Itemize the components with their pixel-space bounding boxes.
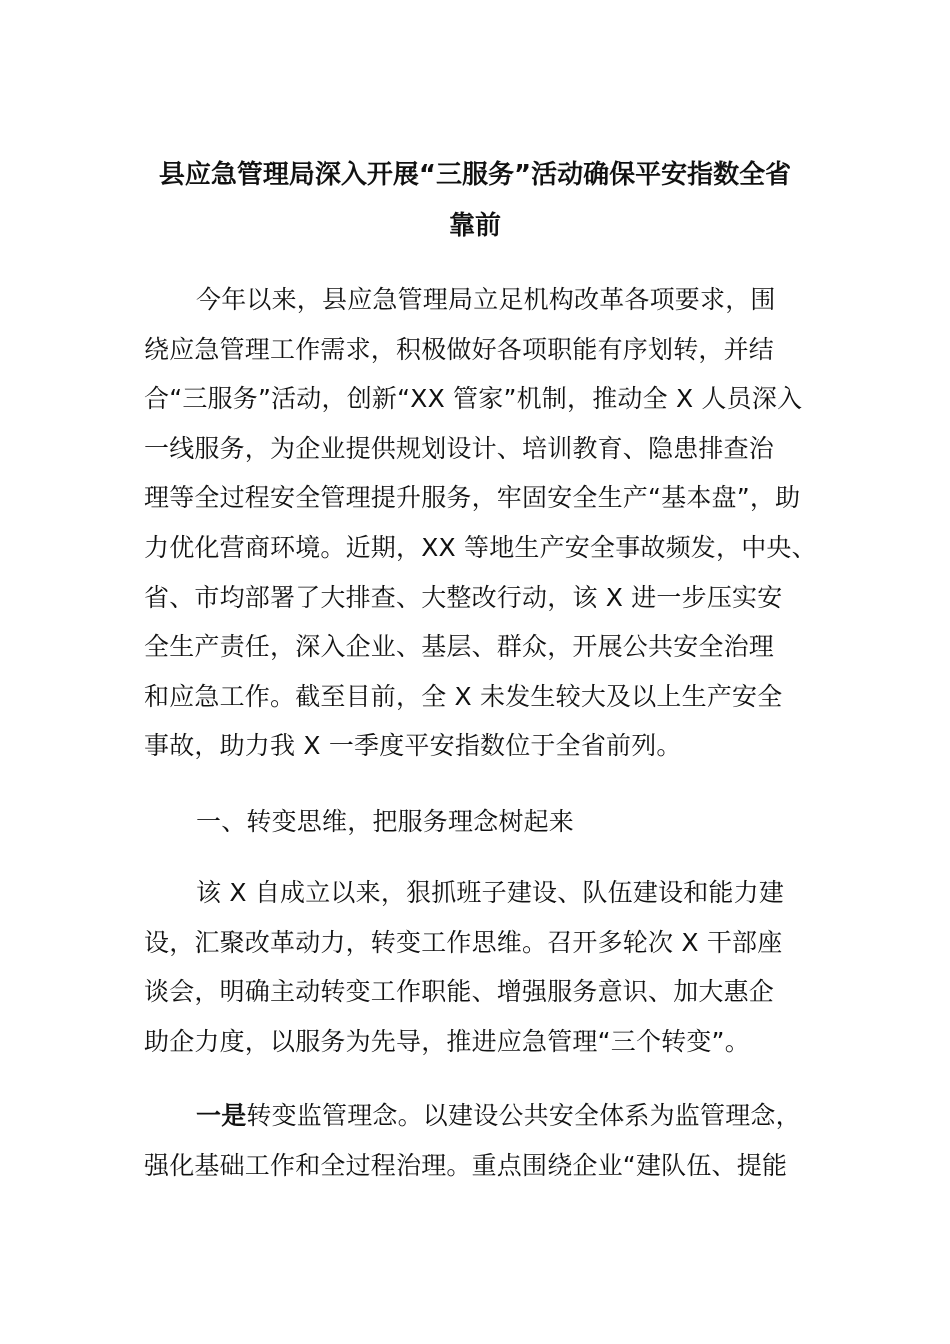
paragraph-point-1 [144, 1091, 814, 1190]
paragraph-line: 和应急工作。截至目前，全 X 未发生较大及以上生产安全 [144, 681, 783, 711]
paragraph-intro [144, 275, 817, 771]
paragraph-line: 今年以来，县应急管理局立足机构改革各项要求，围 [196, 285, 776, 314]
paragraph-line: 设，汇聚改革动力，转变工作思维。召开多轮次 X 干部座 [144, 927, 783, 957]
document-title-line-1: 县应急管理局深入开展“三服务”活动确保平安指数全省 [158, 160, 792, 190]
paragraph-line: 谈会，明确主动转变工作职能、增强服务意识、加大惠企 [144, 977, 775, 1007]
point-text: 转变监管理念。以建设公共安全体系为监管理念， [246, 1101, 801, 1130]
paragraph-line: 力优化营商环境。近期，XX 等地生产安全事故频发，中央、 [144, 532, 817, 562]
paragraph-line: 合“三服务”活动，创新“XX 管家”机制，推动全 X 人员深入 [144, 384, 803, 414]
paragraph-line: 强化基础工作和全过程治理。重点围绕企业“建队伍、提能 [144, 1150, 788, 1180]
section-heading-text: 一、转变思维，把服务理念树起来 [196, 807, 575, 836]
point-lead: 一是 [196, 1101, 247, 1130]
document-title-line-2: 靠前 [448, 211, 501, 241]
paragraph-line: 一线服务，为企业提供规划设计、培训教育、隐患排查治 [144, 433, 775, 463]
paragraph-line: 助企力度，以服务为先导，推进应急管理“三个转变”。 [144, 1026, 750, 1056]
paragraph-line: 理等全过程安全管理提升服务，牢固安全生产“基本盘”，助 [144, 483, 801, 513]
paragraph-line [144, 1091, 814, 1141]
paragraph-line: 绕应急管理工作需求，积极做好各项职能有序划转，并结 [144, 334, 775, 364]
paragraph-line: 事故，助力我 X 一季度平安指数位于全省前列。 [144, 731, 682, 761]
paragraph-line: 全生产责任，深入企业、基层、群众，开展公共安全治理 [144, 632, 775, 662]
section-heading-1 [144, 797, 814, 847]
paragraph-section-1 [144, 868, 814, 1066]
paragraph-line: 该 X 自成立以来，狠抓班子建设、队伍建设和能力建 [196, 878, 785, 907]
paragraph-line: 省、市均部署了大排查、大整改行动，该 X 进一步压实安 [144, 582, 783, 612]
